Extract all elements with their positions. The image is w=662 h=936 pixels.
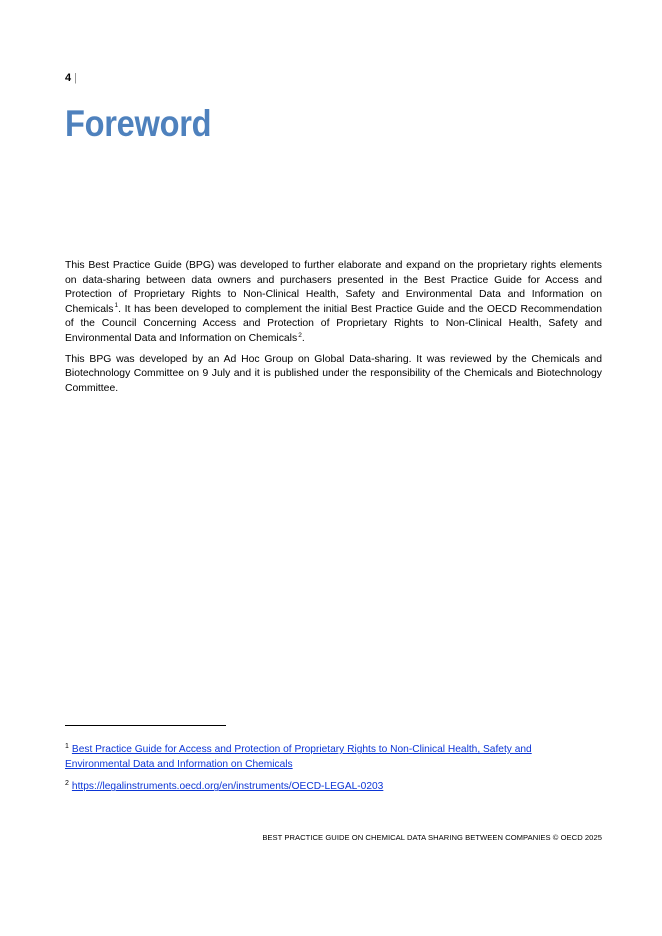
paragraph-2: This BPG was developed by an Ad Hoc Group on Global Data-sharing. It was reviewed by the Chemicals and Biotechnology Committee on 9 July and it is published under the responsibility of the Chemicals and Biotechnology Committee. xyxy=(65,353,602,394)
footnote-divider xyxy=(65,725,226,726)
footnote-1-link[interactable]: Best Practice Guide for Access and Protection of Proprietary Rights to Non-Clinical Health, Safety and Environmental Data and Information on Chemicals xyxy=(65,744,532,771)
foreword-body xyxy=(65,259,602,402)
footnote-2 xyxy=(65,779,585,794)
page-footer: BEST PRACTICE GUIDE ON CHEMICAL DATA SHARING BETWEEN COMPANIES © OECD 2025 xyxy=(262,833,602,842)
page-title: Foreword xyxy=(65,103,212,144)
footnote-1 xyxy=(65,742,585,772)
paragraph-1-text-b: . It has been developed to complement the initial Best Practice Guide and the OECD Recommendation of the Council Concerning Access and Protection of Proprietary Rights to Non-Clinical Health, Safety and Environmental Data and Information on Chemicals xyxy=(65,303,602,344)
footnote-2-link[interactable]: https://legalinstruments.oecd.org/en/instruments/OECD-LEGAL-0203 xyxy=(71,781,384,793)
page-number xyxy=(65,71,77,85)
footnote-reference-1: 1 xyxy=(114,302,119,310)
footnote-reference-2: 2 xyxy=(298,331,302,339)
footnote-1-number: 1 xyxy=(65,742,69,750)
footnotes xyxy=(65,742,585,802)
paragraph-1-text-c: . xyxy=(301,332,305,344)
page-number-value: 4 xyxy=(65,72,72,84)
paragraph-1 xyxy=(65,259,602,347)
footnote-2-number: 2 xyxy=(65,780,69,788)
page-number-separator: | xyxy=(74,72,77,84)
paragraph-1-text-a: This Best Practice Guide (BPG) was developed to further elaborate and expand on the proprietary rights elements on data-sharing between data owners and purchasers presented in the Best Practice Guide for Access and Protection of Proprietary Rights to Non-Clinical Health, Safety and Environmental Data and Information on Chemicals xyxy=(65,260,602,315)
